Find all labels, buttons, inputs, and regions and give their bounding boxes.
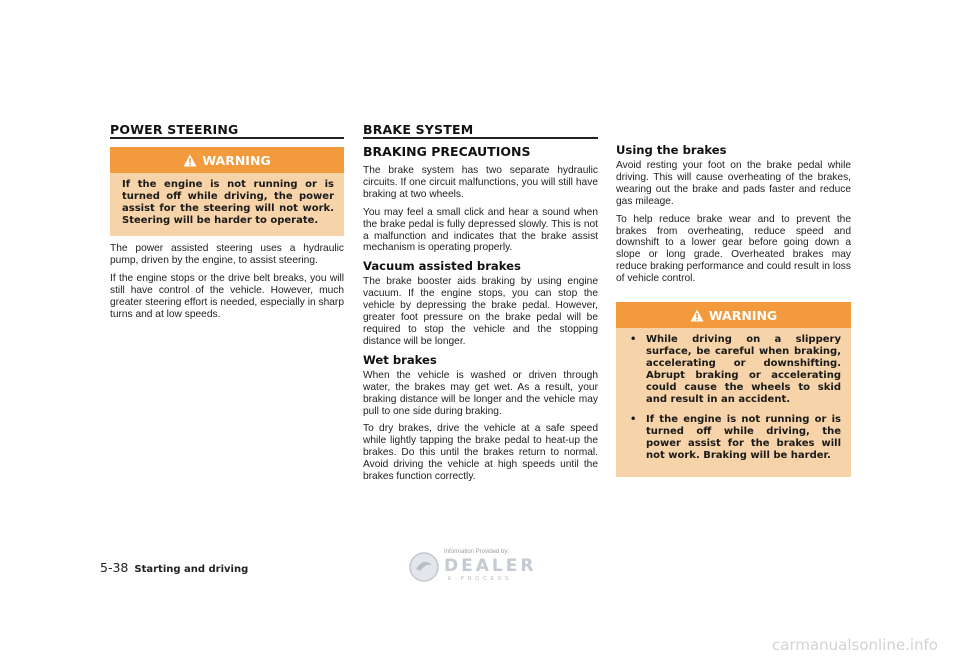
subtitle-braking-precautions: BRAKING PRECAUTIONS xyxy=(363,144,531,159)
paragraph: To dry brakes, drive the vehicle at a safe speed while lightly tapping the brake pedal to heat-up the brakes. Do this until the brakes return to normal. Avoid driving the vehicle at high speeds until the brakes function correctly. xyxy=(363,423,598,483)
warning-triangle-icon xyxy=(690,309,704,322)
paragraph: The brake system has two separate hydraulic circuits. If one circuit malfunctions, you will still have braking at two wheels. xyxy=(363,165,598,200)
dealer-logo-icon xyxy=(408,551,440,583)
warning-title: WARNING xyxy=(202,152,271,168)
paragraph: Avoid resting your foot on the brake pedal while driving. This will cause overheating of the brakes, wearing out the brake and pads faster and reduce gas mileage. xyxy=(616,160,851,207)
subtitle-using-brakes: Using the brakes xyxy=(616,143,727,157)
section-title-power-steering: POWER STEERING xyxy=(110,122,239,137)
chapter-title: Starting and driving xyxy=(134,564,249,575)
warning-item: • While driving on a slippery surface, be careful when braking, accelerating or downshifting. Abrupt braking or accelerating could cause the wheels to skid and result in an accident. xyxy=(628,334,841,407)
warning-box-brakes xyxy=(616,302,851,477)
paragraph: You may feel a small click and hear a sound when the brake pedal is fully depressed slowly. This is not a malfunction and indicates that the brake assist mechanism is operating properly. xyxy=(363,206,598,254)
warning-box-steering xyxy=(110,147,344,236)
warning-text: If the engine is not running or is turned off while driving, the power assist for the steering will not work. Steering will be harder to operate. xyxy=(122,179,334,227)
warning-title: WARNING xyxy=(708,307,778,323)
subtitle-vacuum-brakes: Vacuum assisted brakes xyxy=(363,259,521,274)
warning-list-container xyxy=(616,328,851,474)
section-rule xyxy=(363,137,598,139)
paragraph: The power assisted steering uses a hydraulic pump, driven by the engine, to assist steering. xyxy=(110,243,344,266)
provider-name: DEALER xyxy=(444,556,537,576)
paragraph: When the vehicle is washed or driven through water, the brakes may get wet. As a result, your braking distance will be longer and the vehicle may pull to one side during braking. xyxy=(363,369,598,417)
paragraph: The brake booster aids braking by using engine vacuum. If the engine stops, you can stop the vehicle by depressing the brake pedal. However, greater foot pressure on the brake pedal will be required to stop the vehicle and the stopping distance will be longer. xyxy=(363,276,598,347)
warning-triangle-icon xyxy=(183,154,197,167)
subtitle-wet-brakes: Wet brakes xyxy=(363,352,437,367)
warning-header xyxy=(110,147,344,173)
page-footer xyxy=(100,560,248,575)
warning-list xyxy=(628,334,841,462)
paragraph: If the engine stops or the drive belt breaks, you will still have control of the vehicle. However, much greater steering effort is needed, especially in sharp turns and at low speeds. xyxy=(110,272,344,320)
brake-system-body xyxy=(363,145,598,489)
section-title-brake-system: BRAKE SYSTEM xyxy=(363,122,474,137)
power-steering-body xyxy=(110,243,344,326)
warning-item: • If the engine is not running or is turned off while driving, the power assist for the brakes will not work. Braking will be harder. xyxy=(628,414,841,462)
paragraph: To help reduce brake wear and to prevent the brakes from overheating, reduce speed and downshift to a lower gear before going down a slope or long grade. Overheated brakes may reduce braking performance and could result in loss of vehicle control. xyxy=(616,213,851,285)
dealer-eprocess-logo xyxy=(408,548,548,584)
page-number: 5-38 xyxy=(100,560,129,575)
provider-label: Information Provided by: xyxy=(444,549,510,555)
site-watermark: carmanualsonline.info xyxy=(772,636,938,654)
warning-header xyxy=(616,302,851,328)
provider-tag: E-PROCESS xyxy=(448,576,512,582)
using-brakes-body xyxy=(616,144,851,291)
section-rule xyxy=(110,137,344,139)
